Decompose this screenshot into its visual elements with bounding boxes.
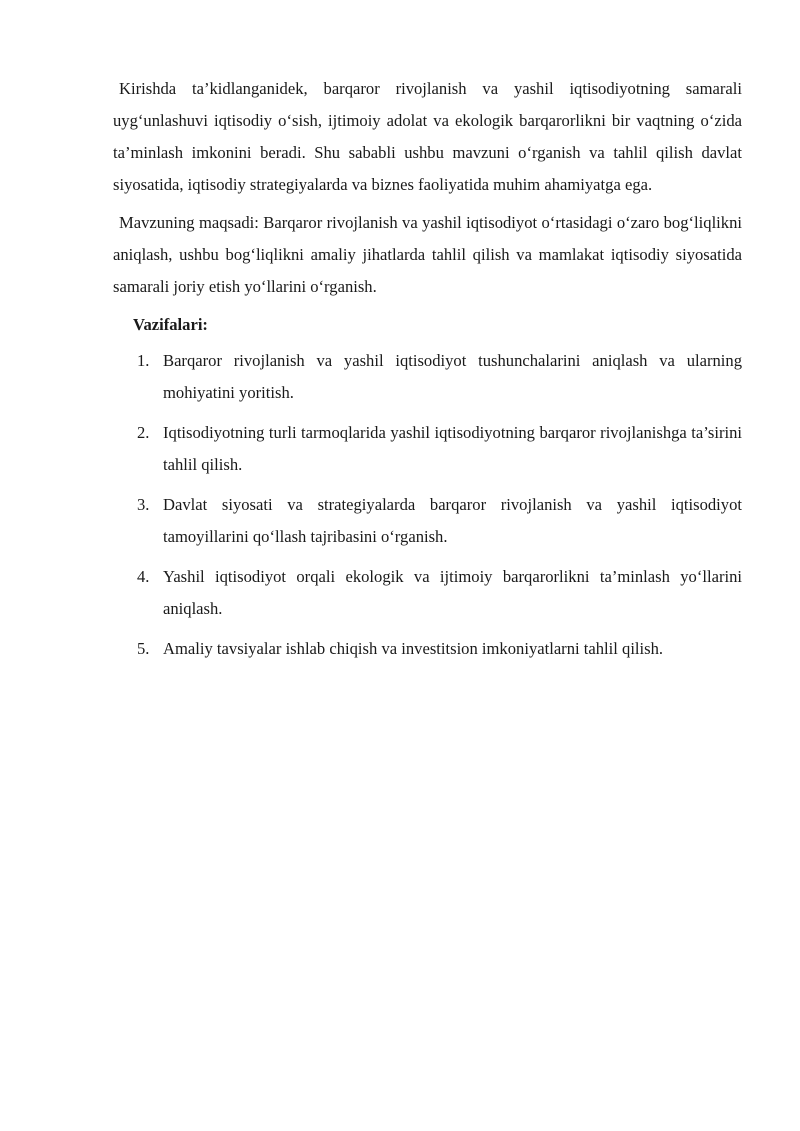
list-item-text: Iqtisodiyotning turli tarmoqlarida yashil iqtisodiyotning barqaror rivojlanishga ta’sirini tahlil qilish. [163,423,742,474]
intro-paragraph: Kirishda ta’kidlanganidek, barqaror rivojlanish va yashil iqtisodiyotning samarali uyg‘unlashuvi iqtisodiy o‘sish, ijtimoiy adolat va ekologik barqarorlikni bir vaqtning o‘zida ta’minlash imkonini beradi. Shu sababli ushbu mavzuni o‘rganish va tahlil qilish davlat siyosatida, iqtisodiy strategiyalarda va biznes faoliyatida muhim ahamiyatga ega. [113,79,742,194]
list-item [113,489,742,553]
list-item [113,561,742,625]
list-item-number: 5. [137,639,150,658]
list-item-number: 1. [137,351,150,370]
list-item-text: Barqaror rivojlanish va yashil iqtisodiyot tushunchalarini aniqlash va ularning mohiyatini yoritish. [163,351,742,402]
tasks-heading: Vazifalari: [133,315,208,334]
list-item-number: 4. [137,567,150,586]
list-item-text: Amaliy tavsiyalar ishlab chiqish va investitsion imkoniyatlarni tahlil qilish. [163,639,664,658]
list-item-text: Yashil iqtisodiyot orqali ekologik va ijtimoiy barqarorlikni ta’minlash yo‘llarini aniqlash. [163,567,742,618]
list-item-number: 3. [137,495,150,514]
document-body [113,73,742,673]
tasks-list [113,345,742,665]
list-item [113,417,742,481]
list-item [113,633,742,665]
list-item [113,345,742,409]
goal-paragraph: Mavzuning maqsadi: Barqaror rivojlanish va yashil iqtisodiyot o‘rtasidagi o‘zaro bog‘liqlikni aniqlash, ushbu bog‘liqlikni amaliy jihatlarda tahlil qilish va mamlakat iqtisodiy siyosatida samarali joriy etish yo‘llarini o‘rganish. [113,213,742,296]
list-item-text: Davlat siyosati va strategiyalarda barqaror rivojlanish va yashil iqtisodiyot tamoyillarini qo‘llash tajribasini o‘rganish. [163,495,742,546]
list-item-number: 2. [137,423,150,442]
